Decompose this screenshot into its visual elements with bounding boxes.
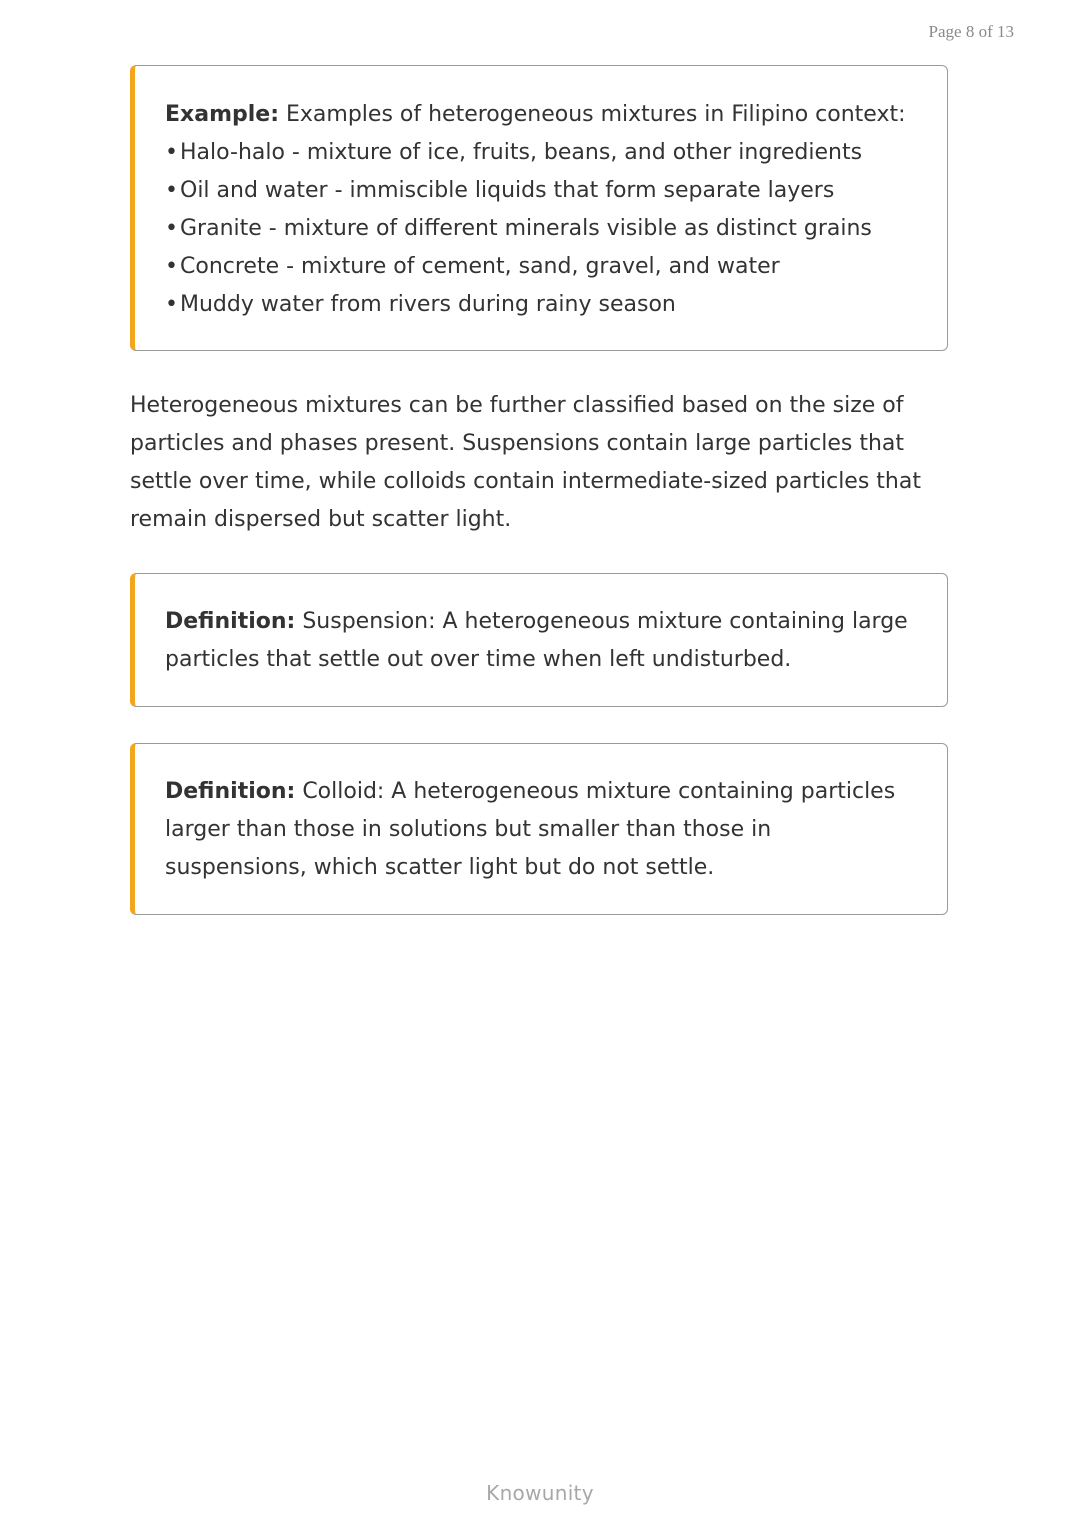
- list-item: • Oil and water - immiscible liquids that form separate layers: [165, 172, 919, 210]
- example-box: [130, 65, 948, 351]
- list-item: • Concrete - mixture of cement, sand, gravel, and water: [165, 248, 919, 286]
- definition-label: Definition:: [165, 609, 296, 634]
- page-number: Page 8 of 13: [928, 22, 1014, 41]
- definition-text: Colloid: A heterogeneous mixture containing particles larger than those in solutions but smaller than those in suspensions, which scatter light but do not settle.: [165, 779, 896, 880]
- example-intro: Examples of heterogeneous mixtures in Filipino context:: [279, 102, 906, 127]
- definition-label: Definition:: [165, 779, 296, 804]
- list-item: • Muddy water from rivers during rainy season: [165, 286, 919, 324]
- definition-box-suspension: [130, 573, 948, 707]
- body-paragraph: Heterogeneous mixtures can be further classified based on the size of particles and phases present. Suspensions contain large particles that settle over time, while colloids contain intermediate-sized particles that remain dispersed but scatter light.: [130, 393, 921, 532]
- definition-text: Suspension: A heterogeneous mixture containing large particles that settle out over time when left undisturbed.: [165, 609, 908, 672]
- example-list: [165, 134, 919, 324]
- list-item: • Granite - mixture of different minerals visible as distinct grains: [165, 210, 919, 248]
- footer-brand: Knowunity: [486, 1481, 594, 1505]
- example-label: Example:: [165, 102, 279, 127]
- example-heading: [165, 96, 919, 134]
- list-item: • Halo-halo - mixture of ice, fruits, beans, and other ingredients: [165, 134, 919, 172]
- definition-box-colloid: [130, 743, 948, 915]
